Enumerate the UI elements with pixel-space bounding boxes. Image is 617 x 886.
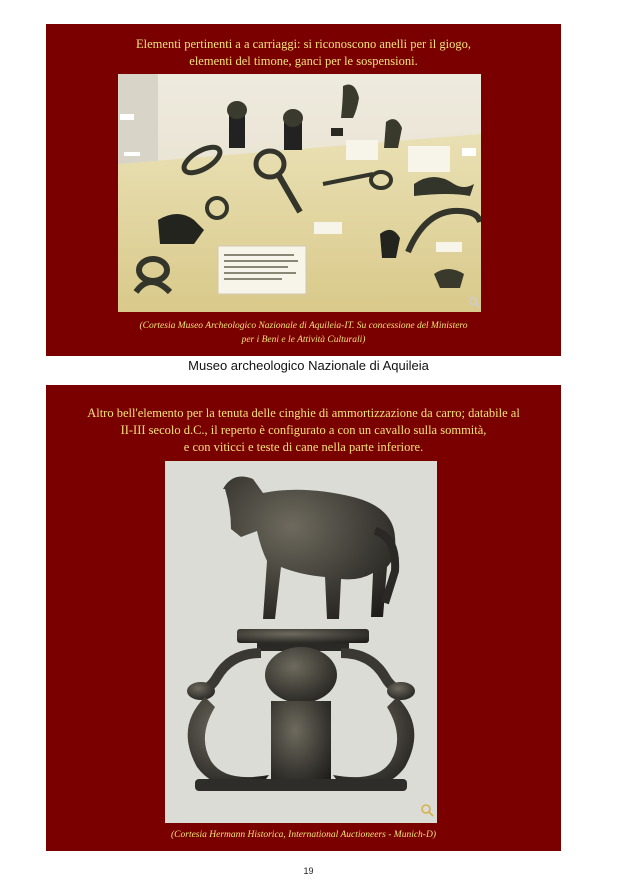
panel2-heading-line2: II-III secolo d.C., il reperto è configurato a con un cavallo sulla sommità,: [120, 423, 487, 437]
showcase-illustration: [118, 74, 481, 312]
bronze-horse-illustration: [165, 461, 437, 823]
panel1-credit: [46, 319, 561, 347]
panel1-heading-line1: Elementi pertinenti a a carriaggi: si riconoscono anelli per il giogo,: [136, 37, 471, 51]
museum-panel-1: [46, 24, 561, 356]
photo-caption: Museo archeologico Nazionale di Aquileia: [188, 358, 429, 373]
panel2-heading-line1: Altro bell'elemento per la tenuta delle cinghie di ammortizzazione da carro; databile al: [87, 406, 520, 420]
museum-panel-2: [46, 385, 561, 851]
panel2-credit: (Cortesia Hermann Historica, International Auctioneers - Munich-D): [171, 830, 436, 840]
panel1-heading-line2: elementi del timone, ganci per le sospensioni.: [189, 54, 418, 68]
panel1-heading: [46, 36, 561, 70]
panel1-credit-line2: per i Beni e le Attività Culturali): [241, 335, 366, 345]
panel2-heading-line3: e con viticci e teste di cane nella parte inferiore.: [183, 440, 424, 454]
bronze-horse-artifact-photo: [165, 461, 437, 823]
page-number: 19: [303, 866, 314, 876]
zoom-icon[interactable]: [468, 296, 480, 308]
museum-showcase-photo: [118, 74, 481, 312]
panel2-heading: [46, 405, 561, 456]
panel1-credit-line1: (Cortesia Museo Archeologico Nazionale di Aquileia-IT. Su concessione del Ministero: [139, 321, 468, 331]
magnifier-icon[interactable]: [420, 803, 434, 817]
